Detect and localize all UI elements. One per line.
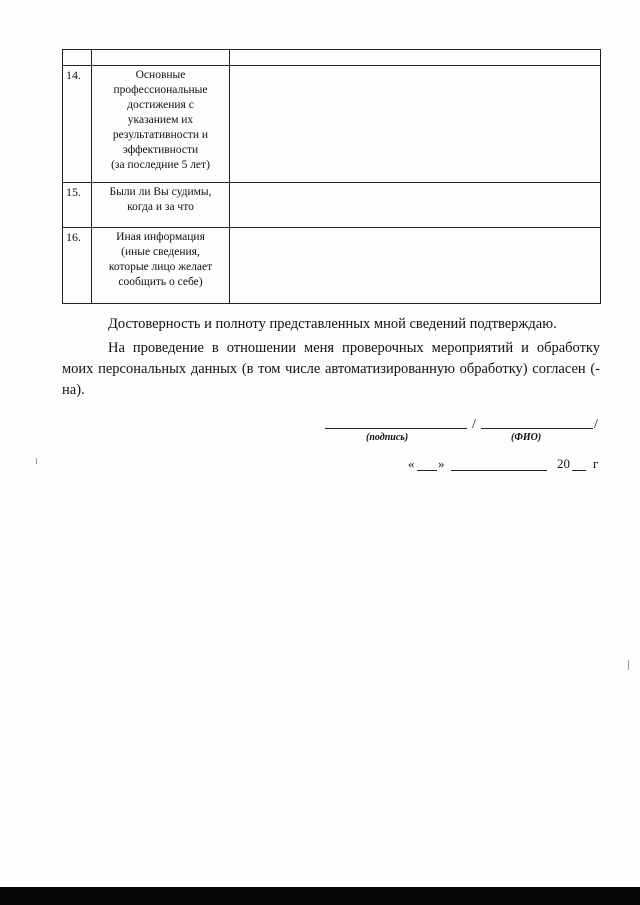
row-number: 15. bbox=[63, 183, 92, 228]
convictions-answer-cell[interactable] bbox=[230, 183, 601, 228]
row-label bbox=[92, 228, 230, 304]
scan-speck bbox=[36, 458, 37, 464]
header-cell-num bbox=[63, 50, 92, 66]
label-line: (за последние 5 лет) bbox=[111, 159, 210, 171]
table-header-row bbox=[63, 50, 601, 66]
header-cell-value bbox=[230, 50, 601, 66]
label-line: которые лицо желает bbox=[108, 261, 213, 273]
confirmation-paragraph: Достоверность и полноту представленных мной сведений подтверждаю. bbox=[108, 316, 557, 332]
day-line[interactable] bbox=[417, 470, 437, 471]
separator-slash: / bbox=[472, 417, 476, 432]
year-suffix: г bbox=[593, 456, 599, 471]
label-line: достижения с bbox=[127, 99, 194, 111]
name-line[interactable] bbox=[481, 428, 593, 429]
label-line: указанием их bbox=[127, 114, 194, 126]
questionnaire-table bbox=[62, 49, 601, 304]
table-row bbox=[63, 66, 601, 183]
achievements-answer-cell[interactable] bbox=[230, 66, 601, 183]
label-line: (иные сведения, bbox=[121, 246, 200, 258]
signature-line[interactable] bbox=[325, 428, 467, 429]
other-info-answer-cell[interactable] bbox=[230, 228, 601, 304]
row-number: 16. bbox=[63, 228, 92, 304]
name-caption: (ФИО) bbox=[511, 432, 542, 443]
label-line: Основные bbox=[135, 69, 186, 81]
scan-speck bbox=[628, 660, 629, 670]
label-line: профессиональные bbox=[113, 84, 208, 96]
consent-paragraph: На проведение в отношении меня проверочных мероприятий и обработку моих персональных данных (в том числе автоматизированную обработку) согласен (-на). bbox=[62, 340, 600, 398]
date-close-quote: » bbox=[438, 456, 445, 471]
separator-slash: / bbox=[594, 417, 598, 432]
signature-caption: (подпись) bbox=[366, 432, 409, 443]
label-line: Иная информация bbox=[116, 231, 205, 243]
row-label bbox=[92, 66, 230, 183]
date-open-quote: « bbox=[408, 456, 415, 471]
month-line[interactable] bbox=[451, 470, 547, 471]
label-line: когда и за что bbox=[127, 201, 194, 213]
scanner-edge-bar bbox=[0, 887, 640, 905]
row-number: 14. bbox=[63, 66, 92, 183]
label-line: Были ли Вы судимы, bbox=[109, 186, 212, 198]
header-cell-label bbox=[92, 50, 230, 66]
year-line[interactable] bbox=[572, 470, 586, 471]
table-row bbox=[63, 228, 601, 304]
table-row bbox=[63, 183, 601, 228]
label-line: сообщить о себе) bbox=[118, 276, 203, 288]
label-line: результативности и bbox=[112, 129, 209, 141]
row-label bbox=[92, 183, 230, 228]
year-prefix: 20 bbox=[557, 456, 570, 471]
label-line: эффективности bbox=[122, 144, 199, 156]
